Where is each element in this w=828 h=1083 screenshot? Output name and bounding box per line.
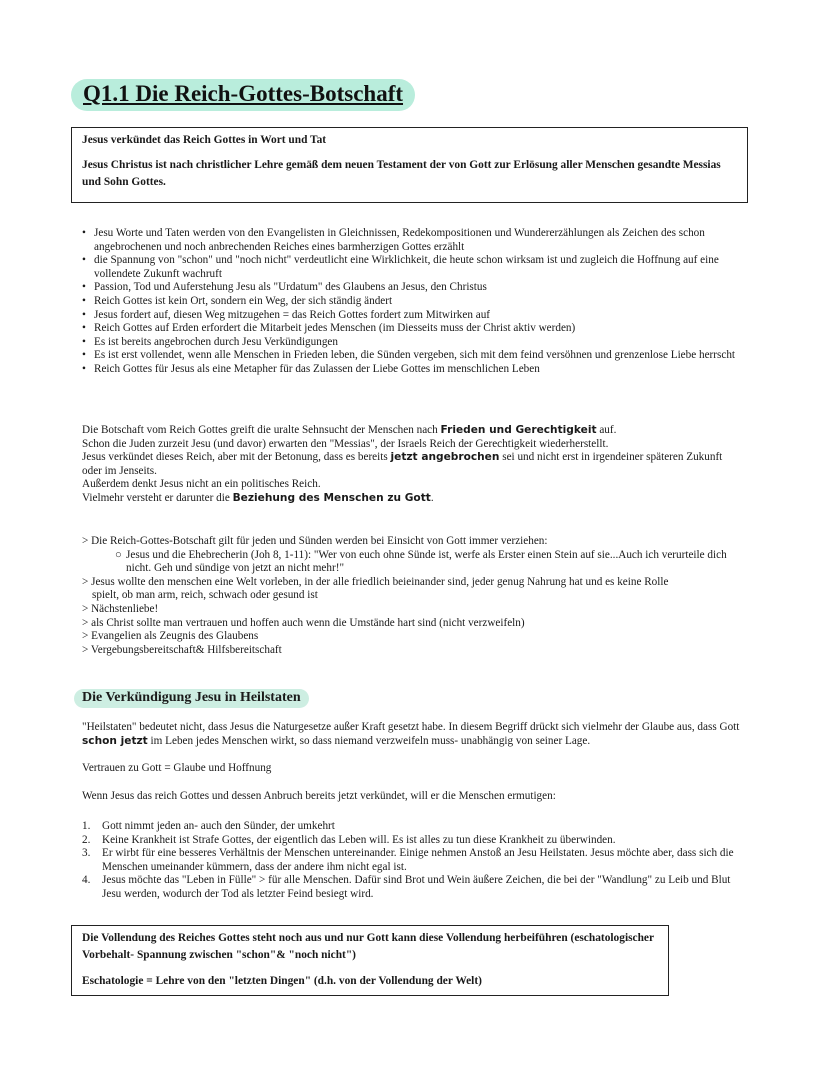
emphasis-text: Frieden und Gerechtigkeit xyxy=(440,424,597,436)
arrow-notes xyxy=(82,535,742,657)
summary-box xyxy=(71,127,748,203)
bullet-item: • Passion, Tod und Auferstehung Jesu als "Urdatum" des Glaubens an Jesus, den Christus xyxy=(82,281,744,295)
numbered-item: 1. Gott nimmt jeden an- auch den Sünder, der umkehrt xyxy=(82,820,335,832)
bullet-item: • Jesus fordert auf, diesen Weg mitzugehen = das Reich Gottes fordert zum Mitwirken auf xyxy=(82,309,744,323)
numbered-item: 3. Er wirbt für eine besseres Verhältnis der Menschen untereinander. Einige nehmen Anstoß an Jesu Heilstaten. Jesus möchte aber, dass sich die Menschen umeinander kümmern, dass der andere ihm nicht egal ist. xyxy=(82,847,734,873)
paragraph-line: "Heilstaten" bedeutet nicht, dass Jesus die Naturgesetze außer Kraft gesetzt habe. In diesem Begriff drückt sich vielmehr der Glaube aus, dass Gott schon jetzt im Leben jedes Menschen wirkt, so dass niemand verzweifeln muss- unabhängig von seiner Lage. xyxy=(82,721,740,747)
section-heading-container xyxy=(74,686,309,708)
heilstaten-section xyxy=(82,721,742,803)
numbered-list xyxy=(82,820,744,902)
message-paragraph xyxy=(82,424,742,506)
emphasis-text: Beziehung des Menschen zu Gott xyxy=(232,491,431,504)
emphasis-text: jetzt angebrochen xyxy=(390,451,500,464)
circle-bullet-icon: ○ xyxy=(115,548,122,561)
summary-box-line-2: Jesus Christus ist nach christlicher Lehre gemäß dem neuen Testament der von Gott zur Erlösung aller Menschen gesandte Messias und Sohn Gottes. xyxy=(82,159,721,188)
paragraph-line: Außerdem denkt Jesus nicht an ein politisches Reich. xyxy=(82,478,321,491)
arrow-note: > Evangelien als Zeugnis des Glaubens xyxy=(82,630,259,643)
numbered-item: 2. Keine Krankheit ist Strafe Gottes, der eigentlich das Leben will. Es ist alles zu tun diese Krankheit zu überwinden. xyxy=(82,833,616,846)
paragraph-line: Jesus verkündet dieses Reich, aber mit der Betonung, dass es bereits jetzt angebrochen sei und nicht erst in irgendeiner späteren Zukunft oder im Jenseits. xyxy=(82,451,723,477)
bullet-item: • Es ist bereits angebrochen durch Jesu Verkündigungen xyxy=(82,336,744,350)
page-title: Q1.1 Die Reich-Gottes-Botschaft xyxy=(71,79,415,111)
arrow-note-continued: spielt, ob man arm, reich, schwach oder gesund ist xyxy=(92,589,318,602)
bullet-item: • Jesu Worte und Taten werden von den Evangelisten in Gleichnissen, Redekompositionen und Wundererzählungen als Zeichen des schon angebrochenen und noch anbrechenden Reiches eines barmherzigen Gottes erzählt xyxy=(82,227,744,254)
section-heading: Die Verkündigung Jesu in Heilstaten xyxy=(74,689,309,708)
bullet-list xyxy=(82,227,744,377)
bullet-item: • die Spannung von "schon" und "noch nicht" verdeutlicht eine Wirklichkeit, die heute schon wirksam ist und zugleich die Hoffnung auf eine vollendete Zukunft wachruft xyxy=(82,254,744,281)
emphasis-text: schon jetzt xyxy=(82,734,148,747)
paragraph-line: Schon die Juden zurzeit Jesu (und davor) erwarten den "Messias", der Israels Reich der Gerechtigkeit wiederherstellt. xyxy=(82,437,609,450)
bullet-item: • Es ist erst vollendet, wenn alle Menschen in Frieden leben, die Sünden vergeben, sich mit dem feind versöhnen und grenzenlose Liebe herrscht xyxy=(82,349,744,363)
arrow-note: > Vergebungsbereitschaft& Hilfsbereitschaft xyxy=(82,643,282,656)
paragraph-line: Wenn Jesus das reich Gottes und dessen Anbruch bereits jetzt verkündet, will er die Menschen ermutigen: xyxy=(82,789,556,802)
numbered-item: 4. Jesus möchte das "Leben in Fülle" > für alle Menschen. Dafür sind Brot und Wein äußere Zeichen, die bei der "Wandlung" zu Leib und Blut Jesu werden, wodurch der Tod als letzter Feind besiegt wird. xyxy=(82,874,731,900)
bullet-item: • Reich Gottes ist kein Ort, sondern ein Weg, der sich ständig ändert xyxy=(82,295,744,309)
title-container xyxy=(71,79,415,111)
bullet-item: • Reich Gottes auf Erden erfordert die Mitarbeit jedes Menschen (im Diesseits muss der Christ aktiv werden) xyxy=(82,322,744,336)
arrow-note: > Nächstenliebe! xyxy=(82,602,159,615)
conclusion-box-line-2: Eschatologie = Lehre von den "letzten Dingen" (d.h. von der Vollendung der Welt) xyxy=(82,975,482,987)
paragraph-line: Vertrauen zu Gott = Glaube und Hoffnung xyxy=(82,762,272,775)
arrow-note: > Die Reich-Gottes-Botschaft gilt für jeden und Sünden werden bei Einsicht von Gott immer verziehen: xyxy=(82,535,548,547)
paragraph-line: Die Botschaft vom Reich Gottes greift die uralte Sehnsucht der Menschen nach Frieden und Gerechtigkeit auf. xyxy=(82,424,617,436)
summary-box-line-1: Jesus verkündet das Reich Gottes in Wort und Tat xyxy=(82,134,327,146)
sub-note: ○ Jesus und die Ehebrecherin (Joh 8, 1-11): "Wer von euch ohne Sünde ist, werfe als Erster einen Stein auf sie...Auch ich verurteile dich nicht. Geh und sündige von jetzt an nicht mehr!" xyxy=(115,548,727,575)
paragraph-line: Vielmehr versteht er darunter die Beziehung des Menschen zu Gott. xyxy=(82,491,434,504)
conclusion-box xyxy=(71,925,669,996)
bullet-item: • Reich Gottes für Jesus als eine Metapher für das Zulassen der Liebe Gottes im menschlichen Leben xyxy=(82,363,744,377)
arrow-note: > als Christ sollte man vertrauen und hoffen auch wenn die Umstände hart sind (nicht verzweifeln) xyxy=(82,616,525,629)
conclusion-box-line-1: Die Vollendung des Reiches Gottes steht noch aus und nur Gott kann diese Vollendung herbeiführen (eschatologischer Vorbehalt- Spannung zwischen "schon"& "noch nicht") xyxy=(82,932,654,961)
arrow-note: > Jesus wollte den menschen eine Welt vorleben, in der alle friedlich beieinander sind, jeder genug Nahrung hat und es keine Rolle xyxy=(82,575,669,588)
